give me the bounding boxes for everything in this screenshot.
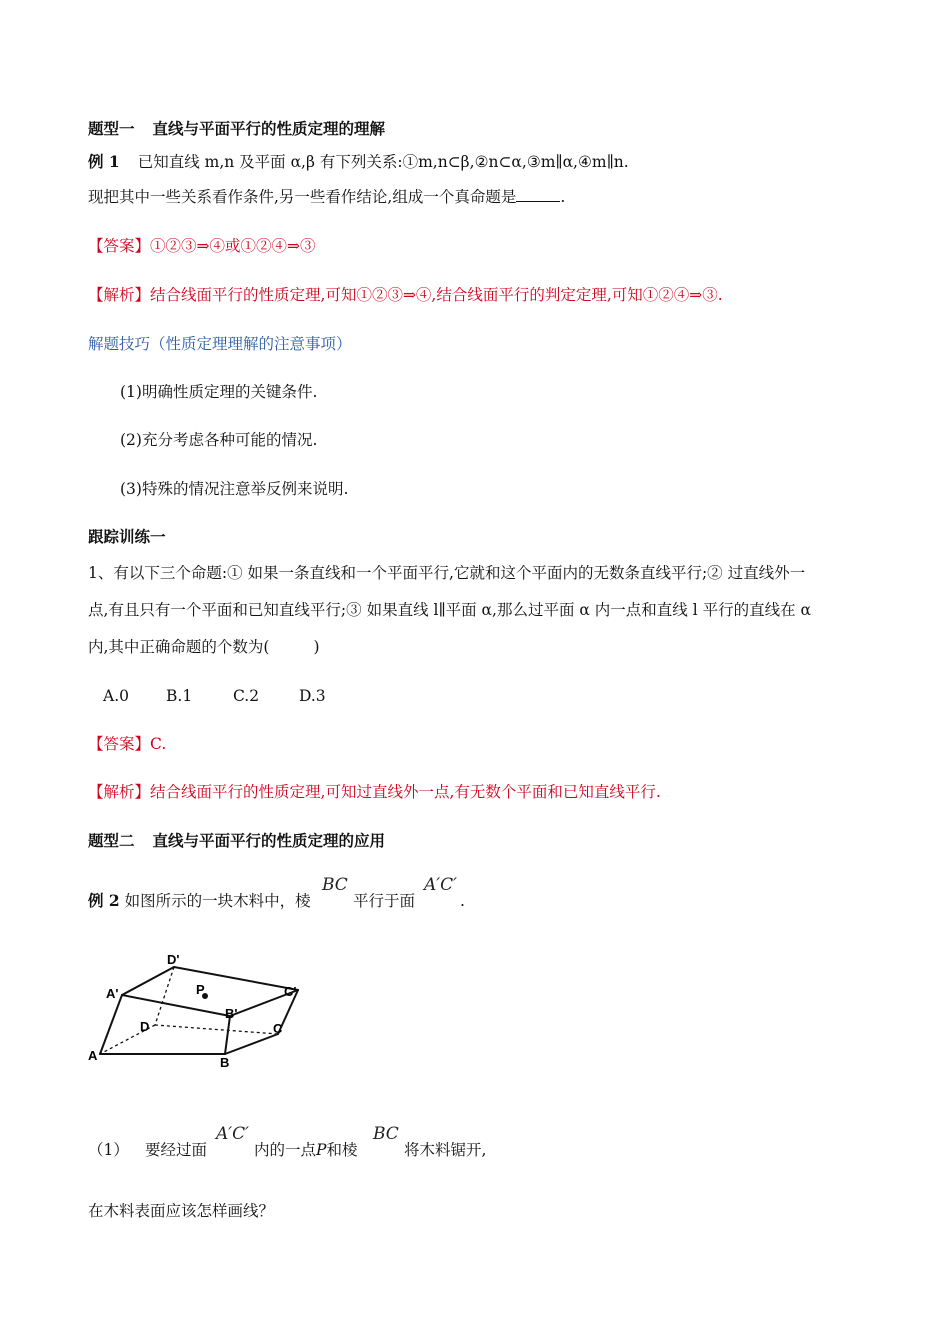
tip-3: (3)特殊的情况注意举反例来说明. [120, 480, 349, 498]
q1-point-p: P [316, 1141, 327, 1159]
edge-b1-b [225, 1016, 230, 1054]
training1-q-line3-text: 内,其中正确命题的个数为( [88, 638, 270, 656]
example1-line2 [88, 187, 565, 207]
section1-heading-prefix: 题型一 [88, 119, 135, 138]
training1-answer-label: 【答案】 [88, 735, 151, 753]
wood-block-figure [80, 950, 320, 1075]
tips-title: 解题技巧（性质定理理解的注意事项） [88, 335, 352, 353]
example2-label: 例 2 [88, 891, 120, 910]
edge-b1-a1 [122, 995, 230, 1016]
label-a1: A' [106, 986, 119, 1001]
q1-math-ac: A′C′ [216, 1124, 250, 1144]
q1-number: （1） [88, 1141, 129, 1159]
section1-heading-title: 直线与平面平行的性质定理的理解 [152, 119, 386, 138]
label-b: B [220, 1055, 230, 1070]
option-c: C.2 [233, 687, 260, 705]
q1-text-b [254, 1140, 357, 1160]
example2-text-c: . [460, 892, 465, 910]
training1-answer-text: C. [150, 735, 167, 753]
training1-answer [88, 734, 166, 754]
training1-heading: 跟踪训练一 [88, 527, 166, 546]
q1-math-bc: BC [373, 1124, 399, 1144]
edge-d1-c1 [174, 967, 298, 990]
training1-analysis [88, 782, 661, 802]
example1-line1 [88, 152, 629, 172]
example1-text2-end: . [560, 188, 566, 206]
q1-line2: 在木料表面应该怎样画线？ [88, 1202, 275, 1220]
label-a: A [88, 1048, 98, 1063]
label-c1: C' [284, 984, 297, 999]
label-c: C [273, 1021, 283, 1036]
section1-heading [88, 119, 385, 139]
tip-2: (2)充分考虑各种可能的情况. [120, 431, 318, 449]
training1-analysis-text: 结合线面平行的性质定理,可知过直线外一点,有无数个平面和已知直线平行. [150, 783, 661, 801]
q1-text-b-part: 内的一点 [254, 1141, 317, 1159]
training1-q-line3-end: ) [313, 638, 320, 656]
example1-label: 例 1 [88, 152, 120, 171]
edge-b-c [225, 1034, 278, 1054]
training1-q-line1: 1、有以下三个命题:① 如果一条直线和一个平面平行,它就和这个平面内的无数条直线平行;② 过直线外一 [88, 564, 806, 582]
label-b1: B' [225, 1006, 238, 1021]
example2-text-b: 平行于面 [353, 892, 416, 910]
edge-a1-a [100, 995, 122, 1054]
label-d: D [140, 1019, 150, 1034]
math-bc: BC [322, 875, 348, 895]
analysis-label: 【解析】 [88, 286, 151, 304]
section2-heading-title: 直线与平面平行的性质定理的应用 [152, 831, 386, 850]
training1-q-line3 [88, 637, 320, 657]
example1-text: 已知直线 m,n 及平面 α,β 有下列关系:①m,n⊂β,②n⊂α,③m∥α,④m∥n. [137, 153, 629, 171]
q1-text-a: 要经过面 [145, 1141, 208, 1159]
q1-text-c: 和棱 [326, 1141, 358, 1159]
example2-text-a: 如图所示的一块木料中，棱 [124, 892, 311, 910]
label-p: P [196, 982, 205, 997]
answer-text: ①②③⇒④或①②④⇒③ [150, 237, 316, 255]
answer-blank [516, 187, 560, 202]
label-d1: D' [167, 952, 180, 967]
answer-label: 【答案】 [88, 237, 151, 255]
example2-line [88, 891, 311, 911]
math-ac: A′C′ [424, 875, 458, 895]
option-d: D.3 [299, 687, 326, 705]
option-a: A.0 [103, 687, 129, 705]
section2-heading-prefix: 题型二 [88, 831, 135, 850]
hidden-edge-d-c [155, 1025, 278, 1034]
analysis-text: 结合线面平行的性质定理,可知①②③⇒④,结合线面平行的判定定理,可知①②④⇒③. [150, 286, 723, 304]
section2-heading [88, 831, 385, 851]
example1-analysis [88, 285, 723, 305]
example1-text2: 现把其中一些关系看作条件,另一些看作结论,组成一个真命题是 [88, 188, 517, 206]
example1-answer [88, 236, 316, 256]
option-b: B.1 [166, 687, 193, 705]
training1-analysis-label: 【解析】 [88, 783, 151, 801]
tip-1: (1)明确性质定理的关键条件. [120, 383, 318, 401]
q1-text-d: 将木料锯开, [404, 1141, 487, 1159]
training1-q-line2: 点,有且只有一个平面和已知直线平行;③ 如果直线 l∥平面 α,那么过平面 α 内一点和直线 l 平行的直线在 α [88, 601, 811, 619]
